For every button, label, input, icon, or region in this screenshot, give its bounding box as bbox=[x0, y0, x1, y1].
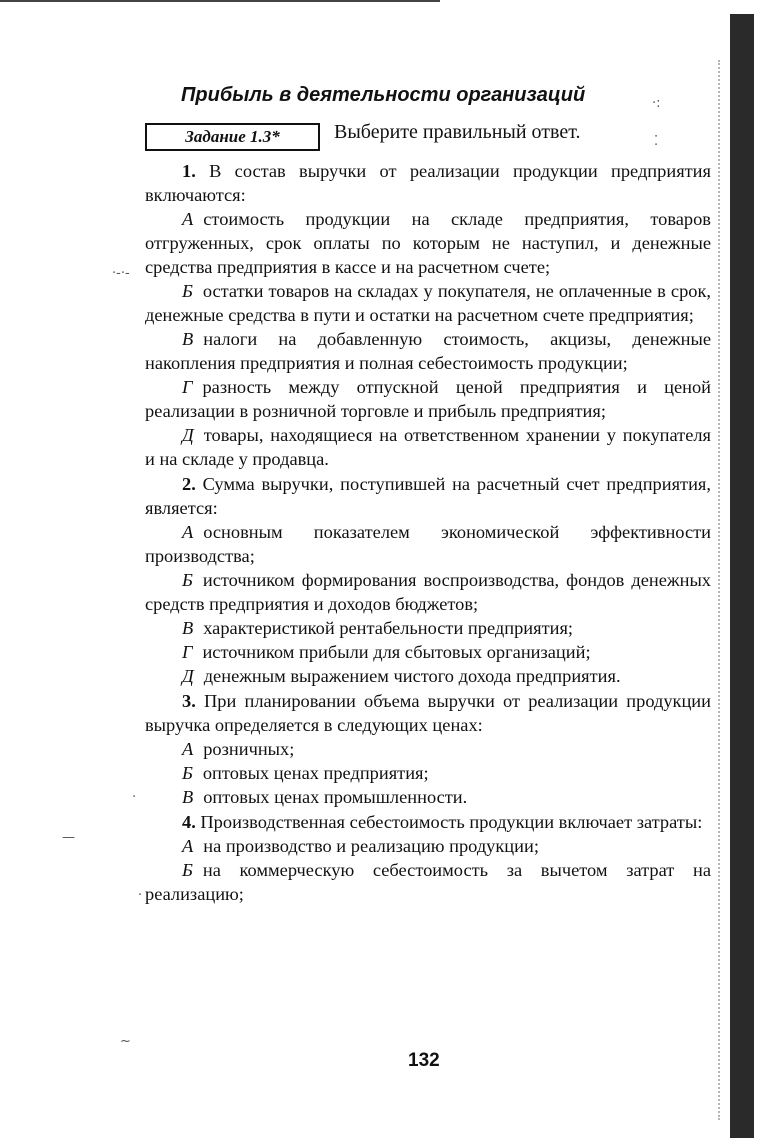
answer-option bbox=[145, 327, 711, 375]
option-text: остатки товаров на складах у покупателя, не оплаченные в срок, денежные средства в пути и остатки на расчетном счете предприятия; bbox=[145, 281, 711, 325]
option-letter: Б bbox=[182, 763, 193, 783]
option-text: розничных; bbox=[203, 739, 295, 759]
option-text: разность между отпускной ценой предприятия и ценой реализации в розничной торговле и прибыль предприятия; bbox=[145, 377, 711, 421]
answer-option bbox=[145, 737, 711, 761]
binding-edge-noise bbox=[718, 60, 734, 1120]
answer-option bbox=[145, 568, 711, 616]
option-letter: Д bbox=[182, 425, 194, 445]
task-row bbox=[145, 119, 711, 155]
option-letter: А bbox=[182, 522, 194, 542]
option-letter: Б bbox=[182, 860, 193, 880]
answer-option bbox=[145, 279, 711, 327]
question-number: 3. bbox=[182, 691, 196, 711]
scan-speck: ⁚ bbox=[654, 134, 659, 149]
option-letter: Б bbox=[182, 570, 193, 590]
answer-option bbox=[145, 834, 711, 858]
question-4 bbox=[145, 810, 711, 834]
option-text: основным показателем экономической эффективности производства; bbox=[145, 522, 711, 566]
top-scan-rule bbox=[0, 0, 440, 2]
option-text: товары, находящиеся на ответственном хранении у покупателя и на складе у продавца. bbox=[145, 425, 711, 469]
question-number: 2. bbox=[182, 474, 196, 494]
option-text: источником формирования воспроизводства, фондов денежных средств предприятия и доходов бюджетов; bbox=[145, 570, 711, 614]
option-letter: Г bbox=[182, 642, 193, 662]
option-letter: А bbox=[182, 209, 194, 229]
running-header: Прибыль в деятельности организаций bbox=[181, 84, 586, 106]
question-list bbox=[145, 159, 711, 906]
task-label-box: Задание 1.3* bbox=[145, 123, 320, 151]
question-number: 4. bbox=[182, 812, 196, 832]
answer-option bbox=[145, 664, 711, 688]
option-text: на производство и реализацию продукции; bbox=[203, 836, 539, 856]
option-letter: В bbox=[182, 618, 194, 638]
page-number: 132 bbox=[408, 1050, 440, 1071]
answer-option bbox=[145, 640, 711, 664]
option-text: налоги на добавленную стоимость, акцизы, денежные накопления предприятия и полная себестоимость продукции; bbox=[145, 329, 711, 373]
option-text: денежным выражением чистого дохода предприятия. bbox=[203, 666, 621, 686]
question-number: 1. bbox=[182, 161, 196, 181]
question-3 bbox=[145, 689, 711, 737]
option-text: на коммерческую себестоимость за вычетом затрат на реализацию; bbox=[145, 860, 711, 904]
option-text: оптовых ценах промышленности. bbox=[203, 787, 468, 807]
scan-speck: ~ bbox=[120, 1034, 131, 1049]
scan-speck: — bbox=[62, 830, 75, 845]
answer-option bbox=[145, 207, 711, 279]
option-letter: Д bbox=[182, 666, 194, 686]
scan-speck: · bbox=[132, 790, 137, 805]
answer-option bbox=[145, 616, 711, 640]
task-instruction: Выберите правильный ответ. bbox=[334, 121, 581, 143]
option-text: стоимость продукции на складе предприятия, товаров отгруженных, срок оплаты по которым не наступил, и денежные средства предприятия в кассе и на расчетном счете; bbox=[145, 209, 711, 277]
answer-option bbox=[145, 858, 711, 906]
answer-option bbox=[145, 423, 711, 471]
option-letter: Б bbox=[182, 281, 193, 301]
question-1 bbox=[145, 159, 711, 207]
scan-speck: ·-·- bbox=[112, 266, 130, 281]
option-letter: А bbox=[182, 739, 194, 759]
option-text: источником прибыли для сбытовых организаций; bbox=[202, 642, 591, 662]
answer-option bbox=[145, 520, 711, 568]
question-text: Сумма выручки, поступившей на расчетный счет предприятия, является: bbox=[145, 474, 711, 518]
question-2 bbox=[145, 472, 711, 520]
answer-option bbox=[145, 785, 711, 809]
option-letter: В bbox=[182, 329, 194, 349]
option-letter: А bbox=[182, 836, 194, 856]
option-text: характеристикой рентабельности предприятия; bbox=[203, 618, 574, 638]
option-letter: Г bbox=[182, 377, 193, 397]
scan-speck: ·: bbox=[652, 96, 661, 111]
answer-option bbox=[145, 375, 711, 423]
page-body bbox=[145, 80, 711, 906]
answer-option bbox=[145, 761, 711, 785]
question-text: При планировании объема выручки от реализации продукции выручка определяется в следующих ценах: bbox=[145, 691, 711, 735]
option-letter: В bbox=[182, 787, 194, 807]
question-text: В состав выручки от реализации продукции предприятия включаются: bbox=[145, 161, 711, 205]
question-text: Производственная себестоимость продукции включает затраты: bbox=[200, 812, 703, 832]
scan-speck: · bbox=[138, 888, 143, 903]
option-text: оптовых ценах предприятия; bbox=[202, 763, 429, 783]
